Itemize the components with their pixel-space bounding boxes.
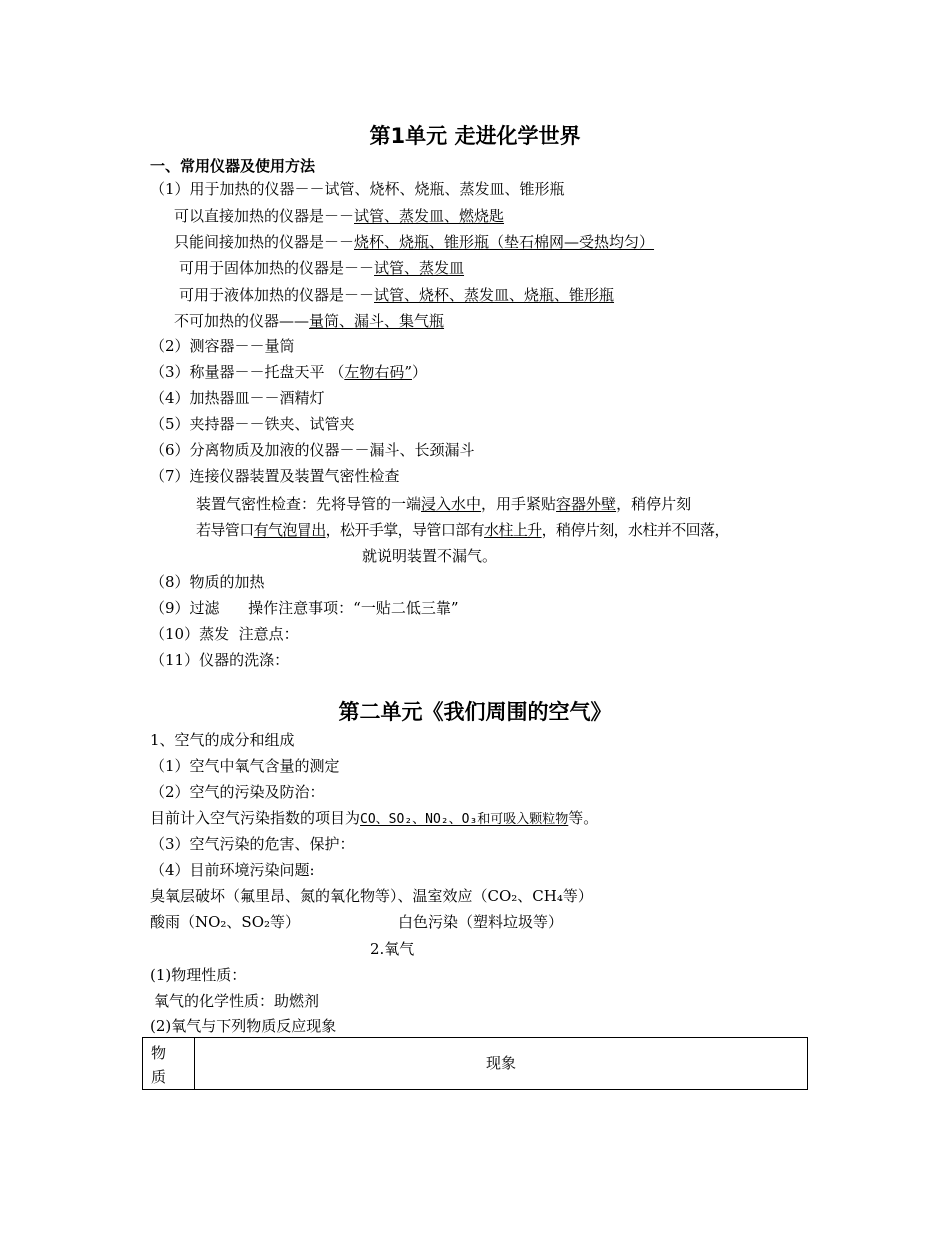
underlined-text: 试管、蒸发皿、燃烧匙 — [354, 207, 505, 225]
text-line: 1、空气的成分和组成 — [150, 731, 295, 749]
underlined-text: CO、SO₂、NO₂、O₃和可吸入颗粒物 — [360, 812, 569, 827]
text-line — [150, 808, 598, 830]
text-span: 等。 — [568, 809, 599, 827]
underlined-text: 左物右码” — [344, 363, 412, 381]
text-span: ） — [412, 363, 428, 381]
text-line: （2）空气的污染及防治： — [150, 783, 325, 801]
text-span: 可以直接加热的仪器是－－ — [174, 207, 355, 225]
text-span: ，稍停片刻 — [616, 495, 692, 513]
text-line: （4）目前环境污染问题: — [150, 861, 315, 879]
underlined-text: 浸入水中 — [421, 495, 482, 513]
text-line — [174, 232, 654, 252]
text-line — [179, 258, 464, 278]
unit2-title: 第二单元《我们周围的空气》 — [338, 700, 612, 724]
text-line: （6）分离物质及加液的仪器－－漏斗、长颈漏斗 — [150, 441, 475, 459]
text-span: ，用手紧贴 — [481, 495, 557, 513]
text-span: ，稍停片刻，水柱并不回落， — [541, 521, 729, 539]
text-span: 可用于液体加热的仪器是－－ — [179, 286, 375, 304]
text-line — [174, 311, 444, 331]
text-line — [179, 285, 614, 305]
text-line — [174, 206, 504, 226]
text-span: （3）称量器－－托盘天平 （ — [150, 363, 345, 381]
underlined-text: 有气泡冒出 — [253, 521, 326, 539]
text-line: （10）蒸发 注意点： — [150, 625, 299, 643]
text-line: （5）夹持器－－铁夹、试管夹 — [150, 415, 355, 433]
underlined-text: 量筒、漏斗、集气瓶 — [309, 312, 445, 330]
text-line: （9）过滤 操作注意事项：“一贴二低三靠” — [150, 599, 459, 617]
text-line: （1）用于加热的仪器－－试管、烧杯、烧瓶、蒸发皿、锥形瓶 — [150, 180, 565, 198]
text-line: （4）加热器皿－－酒精灯 — [150, 389, 325, 407]
text-line: 酸雨（NO₂、SO₂等） — [150, 913, 301, 931]
text-span: 目前计入空气污染指数的项目为 — [150, 809, 361, 827]
table-header-text: 物质 — [151, 1044, 167, 1086]
text-span: 可用于固体加热的仪器是－－ — [179, 259, 375, 277]
text-span: 不可加热的仪器—— — [174, 312, 310, 330]
reaction-table — [142, 1037, 808, 1090]
text-span: 若导管口 — [196, 521, 254, 539]
text-line: （8）物质的加热 — [150, 573, 265, 591]
unit1-title: 第1单元 走进化学世界 — [369, 124, 581, 148]
text-line: 氧气的化学性质：助燃剂 — [154, 992, 320, 1010]
text-line: （3）空气污染的危害、保护： — [150, 835, 355, 853]
text-line: (2)氧气与下列物质反应现象 — [150, 1017, 337, 1035]
underlined-text: 试管、烧杯、蒸发皿、烧瓶、锥形瓶 — [374, 286, 615, 304]
text-line: （11）仪器的洗涤： — [150, 651, 290, 669]
text-line: 臭氧层破坏（氟里昂、氮的氧化物等）、温室效应（CO₂、CH₄等） — [150, 887, 593, 905]
section-heading-instruments: 一、常用仪器及使用方法 — [150, 157, 316, 175]
underlined-text: 烧杯、烧瓶、锥形瓶（垫石棉网—受热均匀） — [354, 233, 655, 251]
text-span: 装置气密性检查：先将导管的一端 — [196, 495, 422, 513]
underlined-text: 水柱上升 — [484, 521, 542, 539]
table-header-substance — [143, 1038, 195, 1089]
text-line — [196, 520, 729, 540]
text-line: 白色污染（塑料垃圾等） — [398, 913, 564, 931]
text-line — [196, 494, 691, 514]
table-header-phenomenon: 现象 — [485, 1054, 516, 1072]
text-span: ，松开手掌，导管口部有 — [325, 521, 485, 539]
text-line: 就说明装置不漏气。 — [362, 547, 498, 565]
text-span: 只能间接加热的仪器是－－ — [174, 233, 355, 251]
text-line: （7）连接仪器装置及装置气密性检查 — [150, 467, 400, 485]
text-line — [150, 362, 427, 382]
underlined-text: 容器外壁 — [556, 495, 617, 513]
text-line: （2）测容器－－量筒 — [150, 337, 295, 355]
underlined-text: 试管、蒸发皿 — [374, 259, 465, 277]
text-line: 2.氧气 — [370, 940, 415, 958]
text-line: （1）空气中氧气含量的测定 — [150, 757, 340, 775]
text-line: (1)物理性质： — [150, 966, 247, 984]
